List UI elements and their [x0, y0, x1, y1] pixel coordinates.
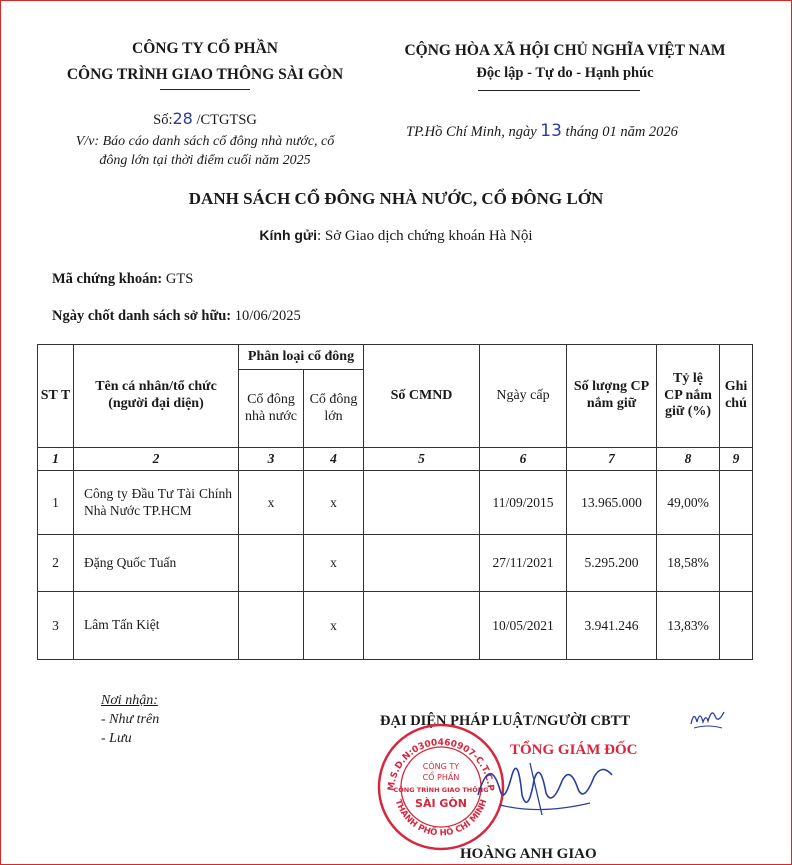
recipients-title: Nơi nhận:: [101, 693, 158, 708]
cell-date: 10/05/2021: [480, 592, 567, 660]
subject-line-1: V/v: Báo cáo danh sách cổ đông nhà nước, cổ: [75, 134, 335, 149]
header-state-shareholder: Cổ đông nhà nước: [239, 370, 304, 448]
cell-shares: 5.295.200: [567, 535, 657, 592]
header-shares: Số lượng CP nắm giữ: [567, 345, 657, 448]
stock-code-line: [52, 271, 193, 288]
cell-date: 11/09/2015: [480, 471, 567, 535]
sign-title: ĐẠI DIỆN PHÁP LUẬT/NGƯỜI CBTT: [380, 713, 631, 729]
day-handwritten: 13: [540, 121, 562, 141]
col-num: 6: [480, 448, 567, 471]
cell-ratio: 18,58%: [657, 535, 720, 592]
initials-mark: [688, 704, 728, 732]
record-date-line: [52, 308, 301, 325]
header-stt: ST T: [38, 345, 74, 448]
motto-underline: [478, 90, 640, 91]
header-group: Phân loại cổ đông: [239, 345, 364, 370]
recipient-label: Kính gửi: [259, 227, 317, 243]
header-large-shareholder: Cổ đông lớn: [304, 370, 364, 448]
col-num: 9: [720, 448, 753, 471]
col-num: 2: [74, 448, 239, 471]
doc-no-suffix: /CTGTSG: [192, 112, 257, 128]
table-row: [38, 471, 753, 535]
col-num: 7: [567, 448, 657, 471]
seal-line-2: CỔ PHẦN: [422, 773, 460, 782]
header-note: Ghi chú: [720, 345, 753, 448]
header-name: Tên cá nhân/tổ chức (người đại diện): [74, 345, 239, 448]
document-title: DANH SÁCH CỔ ĐÔNG NHÀ NƯỚC, CỔ ĐÔNG LỚN: [188, 189, 604, 208]
recipients-block: [101, 691, 159, 748]
cell-id: [364, 535, 480, 592]
cell-ratio: 13,83%: [657, 592, 720, 660]
cell-shares: 3.941.246: [567, 592, 657, 660]
company-block: [40, 36, 370, 88]
cell-note: [720, 535, 753, 592]
month-year: tháng 01 năm 2026: [565, 124, 678, 140]
company-underline: [160, 89, 250, 90]
cell-state: [239, 592, 304, 660]
col-num: 1: [38, 448, 74, 471]
cell-stt: 1: [38, 471, 74, 535]
seal-ring-text: M.S.D.N:0300460907-C.T.C.P: [386, 737, 496, 792]
handwritten-signature: [470, 745, 620, 825]
recipient-item: - Như trên: [101, 712, 160, 727]
doc-number: [40, 109, 370, 129]
col-num: 8: [657, 448, 720, 471]
doc-no-handwritten: 28: [172, 109, 193, 128]
cell-ratio: 49,00%: [657, 471, 720, 535]
stock-code-value: GTS: [165, 271, 194, 287]
cell-large: x: [304, 535, 364, 592]
doc-no-prefix: Số:: [153, 112, 173, 128]
cell-id: [364, 592, 480, 660]
seal-line-3: CÔNG TRÌNH GIAO THÔNG: [393, 786, 489, 794]
cell-stt: 3: [38, 592, 74, 660]
seal-line-4: SÀI GÒN: [415, 797, 467, 810]
company-line-1: CÔNG TY CỔ PHẦN: [132, 40, 278, 57]
col-num: 5: [364, 448, 480, 471]
record-date-value: 10/06/2025: [234, 308, 301, 324]
cell-state: x: [239, 471, 304, 535]
seal-line-1: CÔNG TY: [422, 762, 460, 771]
col-num: 3: [239, 448, 304, 471]
table-row: [38, 535, 753, 592]
cell-large: x: [304, 592, 364, 660]
signer-name: HOÀNG ANH GIAO: [460, 846, 597, 862]
header-date: Ngày cấp: [480, 345, 567, 448]
shareholder-table: [37, 344, 753, 660]
cell-shares: 13.965.000: [567, 471, 657, 535]
cell-note: [720, 592, 753, 660]
place-date: [406, 121, 678, 141]
recipient-value: : Sở Giao dịch chứng khoán Hà Nội: [316, 228, 533, 244]
column-number-row: [38, 448, 753, 471]
sign-role: TỔNG GIÁM ĐỐC: [510, 742, 638, 758]
table-row: [38, 592, 753, 660]
cell-state: [239, 535, 304, 592]
header-ratio: Tỷ lệ CP nắm giữ (%): [657, 345, 720, 448]
motto: Độc lập - Tự do - Hạnh phúc: [476, 65, 654, 81]
cell-large: x: [304, 471, 364, 535]
record-date-label: Ngày chốt danh sách sở hữu:: [52, 308, 232, 324]
stock-code-label: Mã chứng khoán:: [52, 271, 163, 287]
place-prefix: TP.Hồ Chí Minh, ngày: [406, 124, 537, 140]
col-num: 4: [304, 448, 364, 471]
cell-name: Công ty Đầu Tư Tài Chính Nhà Nước TP.HCM: [74, 471, 239, 535]
cell-stt: 2: [38, 535, 74, 592]
subject: [40, 132, 370, 170]
header-id: Số CMND: [364, 345, 480, 448]
country-block: [390, 40, 740, 84]
country-name: CỘNG HÒA XÃ HỘI CHỦ NGHĨA VIỆT NAM: [404, 42, 726, 59]
cell-name: Lâm Tấn Kiệt: [74, 592, 239, 660]
cell-date: 27/11/2021: [480, 535, 567, 592]
seal-bottom-text: THÀNH PHỐ HỒ CHÍ MINH: [392, 798, 490, 839]
cell-note: [720, 471, 753, 535]
cell-id: [364, 471, 480, 535]
recipient-item: - Lưu: [101, 731, 132, 746]
company-line-2: CÔNG TRÌNH GIAO THÔNG SÀI GÒN: [66, 66, 344, 83]
subject-line-2: đông lớn tại thời điểm cuối năm 2025: [99, 153, 311, 168]
cell-name: Đặng Quốc Tuấn: [74, 535, 239, 592]
recipient-line: [0, 227, 792, 245]
